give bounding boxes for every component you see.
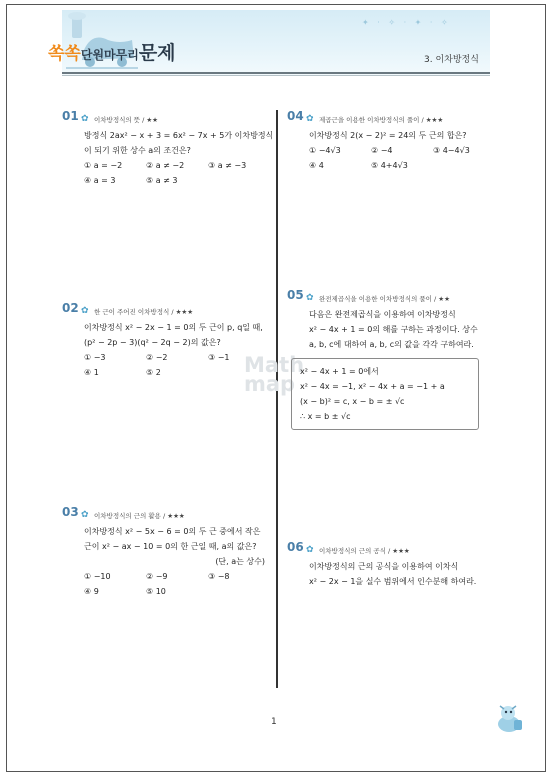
watermark-line2: map — [244, 372, 296, 396]
answer-option[interactable]: ② −9 — [146, 572, 168, 581]
question-note: (단, a는 상수) — [215, 557, 265, 566]
question-number: 04 — [287, 109, 304, 123]
section-label: 3. 이차방정식 — [424, 55, 479, 65]
question-text: x² − 4x + 1 = 0의 해를 구하는 과정이다. 상수 — [309, 325, 478, 334]
flower-bullet-icon: ✿ — [306, 545, 314, 555]
question-number: 05 — [287, 288, 304, 302]
question-number: 02 — [62, 301, 79, 315]
page-number: 1 — [271, 717, 277, 727]
question-04 — [287, 109, 492, 173]
question-topic: 이차방정식의 근의 공식 / ★★★ — [319, 547, 410, 555]
question-text: 방정식 2ax² − x + 3 = 6x² − 7x + 5가 이차방정식 — [84, 131, 274, 140]
flower-bullet-icon: ✿ — [306, 293, 314, 303]
question-text: 이차방정식 x² − 2x − 1 = 0의 두 근이 p, q일 때, — [84, 323, 263, 332]
question-03 — [62, 505, 267, 599]
question-text: 근이 x² − ax − 10 = 0의 한 근일 때, a의 값은? — [84, 542, 257, 551]
flower-bullet-icon: ✿ — [81, 114, 89, 124]
question-topic: 한 근이 주어진 이차방정식 / ★★★ — [94, 308, 194, 316]
solution-process-box — [291, 358, 479, 430]
answer-option[interactable]: ⑤ 2 — [146, 368, 161, 377]
sparkle-stars-icon: ✦ · ✧ · ✦ · ✧ — [362, 18, 451, 27]
answer-option[interactable]: ④ 9 — [84, 587, 99, 596]
question-02 — [62, 301, 267, 380]
header-rule-thin — [62, 75, 490, 76]
column-divider — [276, 110, 278, 688]
question-text: 이 되기 위한 상수 a의 조건은? — [84, 146, 191, 155]
question-number: 06 — [287, 540, 304, 554]
process-line: x² − 4x + 1 = 0에서 — [300, 367, 379, 376]
question-text: x² − 2x − 1을 실수 범위에서 인수분해 하여라. — [309, 577, 477, 586]
answer-option[interactable]: ③ a ≠ −3 — [208, 161, 247, 170]
question-text: 다음은 완전제곱식을 이용하여 이차방정식 — [309, 310, 456, 319]
question-topic: 제곱근을 이용한 이차방정식의 풀이 / ★★★ — [319, 116, 444, 124]
mascot-character-icon — [492, 700, 526, 734]
answer-option[interactable]: ④ a = 3 — [84, 176, 116, 185]
process-line: x² − 4x = −1, x² − 4x + a = −1 + a — [300, 382, 445, 391]
logo-highlight: 쏙쏙 — [48, 44, 81, 64]
question-05 — [287, 288, 497, 430]
question-text: 이차방정식 x² − 5x − 6 = 0의 두 근 중에서 작은 — [84, 527, 261, 536]
flower-bullet-icon: ✿ — [81, 306, 89, 316]
question-text: 이차방정식 2(x − 2)² = 24의 두 근의 합은? — [309, 131, 467, 140]
answer-option[interactable]: ④ 1 — [84, 368, 99, 377]
flower-bullet-icon: ✿ — [81, 510, 89, 520]
answer-option[interactable]: ① −3 — [84, 353, 106, 362]
answer-option[interactable]: ⑤ 10 — [146, 587, 166, 596]
logo-middle: 단원마무리 — [80, 48, 139, 62]
answer-option[interactable]: ③ 4−4√3 — [433, 146, 470, 155]
question-06 — [287, 540, 492, 589]
answer-option[interactable]: ② a ≠ −2 — [146, 161, 185, 170]
answer-option[interactable]: ⑤ a ≠ 3 — [146, 176, 178, 185]
question-text: a, b, c에 대하여 a, b, c의 값을 각각 구하여라. — [309, 340, 474, 349]
process-line: (x − b)² = c, x − b = ± √c — [300, 397, 405, 406]
answer-option[interactable]: ③ −8 — [208, 572, 230, 581]
question-text: 이차방정식의 근의 공식을 이용하여 이차식 — [309, 562, 459, 571]
flower-bullet-icon: ✿ — [306, 114, 314, 124]
process-line: ∴ x = b ± √c — [300, 412, 351, 421]
logo-end: 문제 — [138, 42, 176, 64]
answer-option[interactable]: ⑤ 4+4√3 — [371, 161, 408, 170]
answer-option[interactable]: ② −2 — [146, 353, 168, 362]
question-text: (p² − 2p − 3)(q² − 2q − 2)의 값은? — [84, 338, 221, 347]
answer-option[interactable]: ④ 4 — [309, 161, 324, 170]
question-01 — [62, 109, 274, 188]
answer-option[interactable]: ③ −1 — [208, 353, 230, 362]
answer-option[interactable]: ① a = −2 — [84, 161, 123, 170]
answer-option[interactable]: ① −4√3 — [309, 146, 341, 155]
question-number: 01 — [62, 109, 79, 123]
answer-option[interactable]: ① −10 — [84, 572, 111, 581]
unit-review-logo — [48, 38, 176, 65]
question-number: 03 — [62, 505, 79, 519]
header-rule — [62, 72, 490, 74]
question-topic: 완전제곱식을 이용한 이차방정식의 풀이 / ★★ — [319, 295, 450, 303]
answer-option[interactable]: ② −4 — [371, 146, 393, 155]
question-topic: 이차방정식의 뜻 / ★★ — [94, 116, 158, 124]
watermark-line1: Math — [244, 353, 305, 377]
question-topic: 이차방정식의 근의 활용 / ★★★ — [94, 512, 185, 520]
